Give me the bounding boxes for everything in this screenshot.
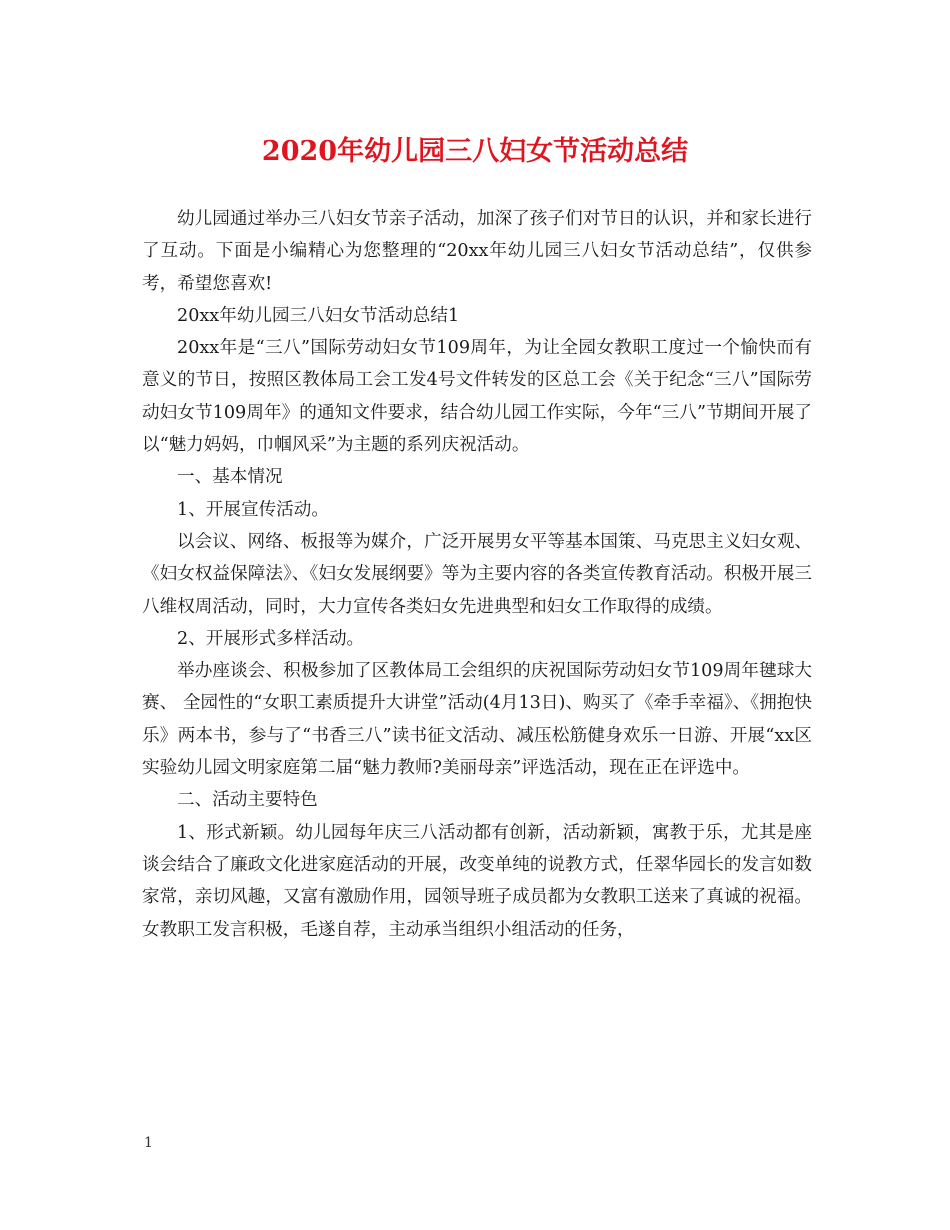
paragraph-intro: 幼儿园通过举办三八妇女节亲子活动，加深了孩子们对节日的认识，并和家长进行了互动。下面是小编精心为您整理的“20xx年幼儿园三八妇女节活动总结”，仅供参考，希望您喜欢!	[142, 209, 812, 294]
subheading-activities: 2、开展形式多样活动。	[177, 628, 365, 649]
paragraph-activities: 举办座谈会、积极参加了区教体局工会组织的庆祝国际劳动妇女节109周年毽球大赛、 全园性的“女职工素质提升大讲堂”活动(4月13日)、购买了《牵手幸福》、《拥抱快乐》两本书，参与了“书香三八”读书征文活动、减压松筋健身欢乐一日游、开展“xx区实验幼儿园文明家庭第二届“魅力教师?美丽母亲”评选活动，现在正在评选中。	[142, 661, 812, 779]
paragraph-background: 20xx年是“三八”国际劳动妇女节109周年，为让全园女教职工度过一个愉快而有意义的节日，按照区教体局工会工发4号文件转发的区总工会《关于纪念“三八”国际劳动妇女节109周年》的通知文件要求，结合幼儿园工作实际，今年“三八”节期间开展了以“魅力妈妈，巾帼风采”为主题的系列庆祝活动。	[142, 338, 812, 456]
paragraph-publicity: 以会议、网络、板报等为媒介，广泛开展男女平等基本国策、马克思主义妇女观、《妇女权益保障法》、《妇女发展纲要》等为主要内容的各类宣传教育活动。积极开展三八维权周活动，同时，大力宣传各类妇女先进典型和妇女工作取得的成绩。	[142, 531, 812, 617]
section-heading-features: 二、活动主要特色	[177, 790, 318, 811]
section-heading-basic: 一、基本情况	[177, 467, 283, 488]
document-body	[142, 203, 812, 946]
subheading-publicity: 1、开展宣传活动。	[177, 499, 329, 520]
paragraph-features: 1、形式新颖。幼儿园每年庆三八活动都有创新，活动新颖，寓教于乐，尤其是座谈会结合了廉政文化进家庭活动的开展，改变单纯的说教方式，任翠华园长的发言如数家常，亲切风趣，又富有激励作用，园领导班子成员都为女教职工送来了真诚的祝福。女教职工发言积极，毛遂自荐，主动承当组织小组活动的任务，	[142, 822, 812, 940]
page-title: 2020年幼儿园三八妇女节活动总结	[261, 136, 689, 167]
page-number: 1	[144, 1135, 153, 1151]
paragraph-subtitle: 20xx年幼儿园三八妇女节活动总结1	[177, 305, 460, 326]
